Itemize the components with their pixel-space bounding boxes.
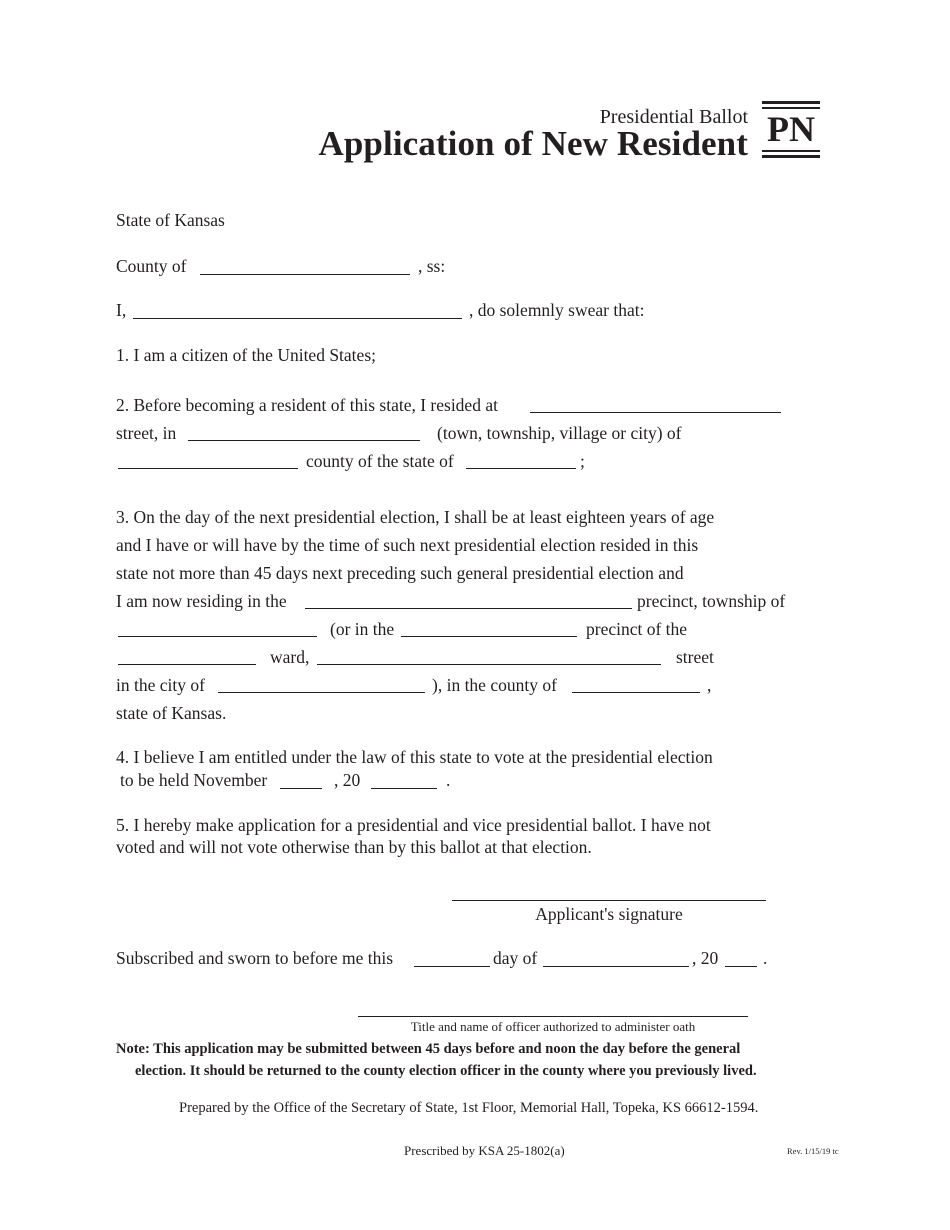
sworn-year-prefix: , 20 <box>692 948 719 968</box>
previous-county-field[interactable] <box>118 468 298 469</box>
alt-precinct-field[interactable] <box>401 636 577 637</box>
item-3-line-7-mid: ), in the county of <box>432 675 557 695</box>
item-3-line-1: 3. On the day of the next presidential election, I shall be at least eighteen years of age <box>116 507 715 527</box>
current-precinct-field[interactable] <box>305 608 632 609</box>
sworn-prefix: Subscribed and sworn to before me this <box>116 948 394 968</box>
item-3-line-4-suffix: precinct, township of <box>637 591 786 611</box>
item-4-line-1: 4. I believe I am entitled under the law of this state to vote at the presidential election <box>116 747 713 767</box>
item-2-line-2-suffix: (town, township, village or city) of <box>437 423 682 443</box>
previous-street-field[interactable] <box>530 412 781 413</box>
prepared-by: Prepared by the Office of the Secretary of State, 1st Floor, Memorial Hall, Topeka, KS 66612-1594. <box>179 1100 759 1116</box>
item-3-line-7-end: , <box>707 675 712 695</box>
officer-signature-field[interactable] <box>358 1016 748 1017</box>
revision-code: Rev. 1/15/19 tc <box>787 1146 839 1156</box>
item-5-line-1: 5. I hereby make application for a presidential and vice presidential ballot. I have not <box>116 815 711 835</box>
current-street-field[interactable] <box>317 664 661 665</box>
item-3-line-5-mid: (or in the <box>330 619 395 639</box>
item-2-line-2-prefix: street, in <box>116 423 177 443</box>
item-1: 1. I am a citizen of the United States; <box>116 345 376 365</box>
previous-state-field[interactable] <box>466 468 576 469</box>
officer-label: Title and name of officer authorized to administer oath <box>410 1019 696 1034</box>
item-5-line-2: voted and will not vote otherwise than by this ballot at that election. <box>116 837 592 857</box>
ward-field[interactable] <box>118 664 256 665</box>
applicant-signature-field[interactable] <box>452 900 766 901</box>
county-label: County of <box>116 256 187 276</box>
sworn-mid: day of <box>493 948 538 968</box>
form-code-badge <box>762 101 820 161</box>
sworn-day-field[interactable] <box>414 966 490 967</box>
item-3-line-7-prefix: in the city of <box>116 675 205 695</box>
item-2-line-3-end: ; <box>580 451 585 471</box>
item-3-line-5-suffix: precinct of the <box>586 619 688 639</box>
badge-bottom-rule <box>762 155 820 158</box>
item-2-line-3-mid: county of the state of <box>306 451 454 471</box>
state-label: State of Kansas <box>116 210 225 230</box>
item-3-line-4-prefix: I am now residing in the <box>116 591 287 611</box>
note-line-2: election. It should be returned to the county election officer in the county where you previously lived. <box>135 1063 757 1079</box>
form-subtitle: Presidential Ballot <box>599 106 748 128</box>
current-township-field[interactable] <box>118 636 317 637</box>
prescribed-by: Prescribed by KSA 25-1802(a) <box>404 1143 565 1158</box>
badge-top-rule <box>762 101 820 104</box>
form-code: PN <box>767 109 815 149</box>
item-4-line-2-mid: , 20 <box>334 770 361 790</box>
item-3-line-3: state not more than 45 days next preceding such general presidential election and <box>116 563 684 583</box>
item-3-line-8: state of Kansas. <box>116 703 227 723</box>
november-day-field[interactable] <box>280 788 322 789</box>
current-city-field[interactable] <box>218 692 425 693</box>
item-4-line-2-end: . <box>446 770 451 790</box>
affiant-name-field[interactable] <box>133 318 462 319</box>
sworn-month-field[interactable] <box>543 966 689 967</box>
item-3-line-6-mid: ward, <box>270 647 310 667</box>
oath-prefix: I, <box>116 300 127 320</box>
previous-town-field[interactable] <box>188 440 420 441</box>
item-4-line-2-prefix: to be held November <box>120 770 268 790</box>
item-2-line-1: 2. Before becoming a resident of this state, I resided at <box>116 395 498 415</box>
badge-bottom-rule-thin <box>762 150 820 152</box>
county-field[interactable] <box>200 274 410 275</box>
signature-label: Applicant's signature <box>535 904 683 924</box>
item-3-line-6-suffix: street <box>676 647 714 667</box>
item-3-line-2: and I have or will have by the time of such next presidential election resided in this <box>116 535 699 555</box>
county-suffix: , ss: <box>418 256 446 276</box>
election-year-field[interactable] <box>371 788 437 789</box>
oath-suffix: , do solemnly swear that: <box>469 300 645 320</box>
page-title: Application of New Resident <box>318 124 748 163</box>
current-county-field[interactable] <box>572 692 700 693</box>
sworn-end: . <box>763 948 768 968</box>
note-line-1: Note: This application may be submitted between 45 days before and noon the day before the general <box>116 1041 741 1057</box>
sworn-year-field[interactable] <box>725 966 757 967</box>
